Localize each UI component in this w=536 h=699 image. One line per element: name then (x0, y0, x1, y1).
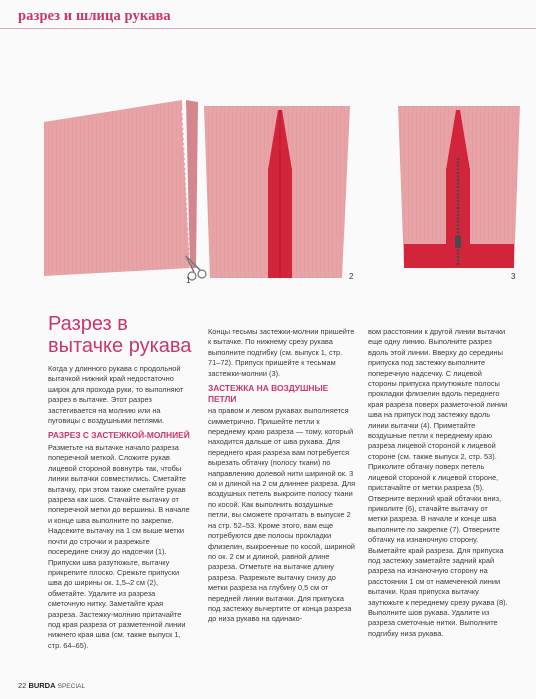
subheading-zipper: РАЗРЕЗ С ЗАСТЕЖКОЙ-МОЛНИЕЙ (48, 430, 190, 441)
loops-instructions-continued: вом расстоянии к другой линии вытачки еще одну линию. Выполните разрез вдоль этой линии. Вверху до середины припуска под застежку выполните поперечную надсечку. С лицевой стороны припуска приутюжьте полосы прокладки флизелин вдоль переднего края разреза поверх разметочной линии шва на припуск под застежку вдоль линии вытачки (4). Приметайте воздушные петли к переднему краю разреза лицевой стороной к лицевой стороне (см. также выпуск 2, стр. 53). Приколите обтачку поверх петель лицевой стороной к лицевой стороне, пристачайте от метки разреза (5). Отверните верхний край обтачки вниз, приколите (6), стачайте вытачку от метки разреза. В начале и конце шва выполните по закрепке (7). Отверните обтачку на изнаночную сторону. Выметайте край разреза. Для припуска под застежку заметайте задний край разреза на изнаночную сторону на расстоянии 1 см от намеченной линии вытачки. Края припуска вытачку заутюжьте к переднему срезу рукава (8). Выполните шов рукава. Удалите из разреза сметочные нитки. Выполните подгибку низа рукава. (368, 327, 508, 638)
loops-instructions: на правом и левом рукавах выполняется симметрично. Пришейте петли к переднему краю разреза — тому, который находится дальше от шва рукава. Для переднего края разреза вам потребуется вырезать обтачку (полосу ткани) по направлению долевой нити шириной ок. 3 см и длиной на 2 см длиннее разреза. Для воздушных петель выкроите полосу ткани по косой. Как выполнить воздушные петли, вы сможете прочитать в выпуске 2 на стр. 52–53. Кроме этого, вам еще потребуются две полосы прокладки флизелин, выкроенные по косой, шириной по ок. 2 см и длиной, равной длине разреза. Отметьте на вытачке длину разреза. Разрежьте вытачку снизу до метки разреза на глубину 0,5 см от передней линии вытачки. Для припуска под застежку вычертите от конца разреза до низа рукава на одинако- (208, 406, 356, 624)
page-footer (18, 681, 85, 690)
header-divider (0, 28, 536, 29)
figure-2 (204, 106, 350, 278)
page-header-title: разрез и шлица рукава (18, 8, 171, 24)
text-column-2 (208, 327, 356, 625)
article-title: Разрез в вытачке рукава (48, 313, 192, 357)
brand-name: BURDA (28, 681, 56, 690)
page-number: 22 (18, 681, 27, 690)
intro-paragraph: Когда у длинного рукава с продольной вытачкой нижний край недостаточно широк для прохода руки, то выполняют разрез в вытачке. Этот разрез застегивается на молнию или на пуговицы с воздушными петлями. (48, 364, 184, 426)
figure-3-number: 3 (511, 272, 516, 281)
fig1-fabric-left-texture (44, 100, 190, 276)
zipper-pull-icon (455, 236, 461, 248)
zipper-instructions: Разметьте на вытачке начало разреза поперечной меткой. Сложите рукав лицевой стороной вовнутрь так, чтобы линии вытачки совместились. Сметайте вытачку, при этом также сметайте рукав разреза как шов. Стачайте вытачку от поперечной метки до вершины. В начале и конце шва выполните по закрепке. Надсеките вытачку на 1 см выше метки почти до строчки и разрежьте посередине снизу до надсечки (1). Припуски шва разутюжьте, вытачку прикрепите плоско. Срежьте припуски шва до ширины ок. 1,5–2 см (2), обметайте. Удалите из разреза сметочную нитку. Заметайте края разреза. Застежку-молнию притачайте под края разреза от разметенной линии нижнего края шва (см. также выпуск 1, стр. 64–65). (48, 443, 190, 650)
text-column-1 (48, 364, 191, 651)
illustrations-svg (0, 40, 536, 300)
brand-special: SPECIAL (57, 683, 86, 690)
figure-1-number: 1 (186, 276, 191, 285)
text-column-3 (368, 327, 508, 639)
zipper-finish-paragraph: Концы тесьмы застежки-молнии пришейте к вытачке. По нижнему срезу рукава выполните подгибку (см. выпуск 1, стр. 71–72). Припуск пришейте к тесьмам застежки-молнии (3). (208, 327, 355, 378)
figure-2-number: 2 (349, 272, 354, 281)
figure-3 (398, 106, 520, 268)
figure-1 (44, 100, 206, 280)
subheading-loops: ЗАСТЕЖКА НА ВОЗДУШНЫЕ ПЕТЛИ (208, 383, 329, 404)
sewing-illustrations (0, 40, 536, 300)
